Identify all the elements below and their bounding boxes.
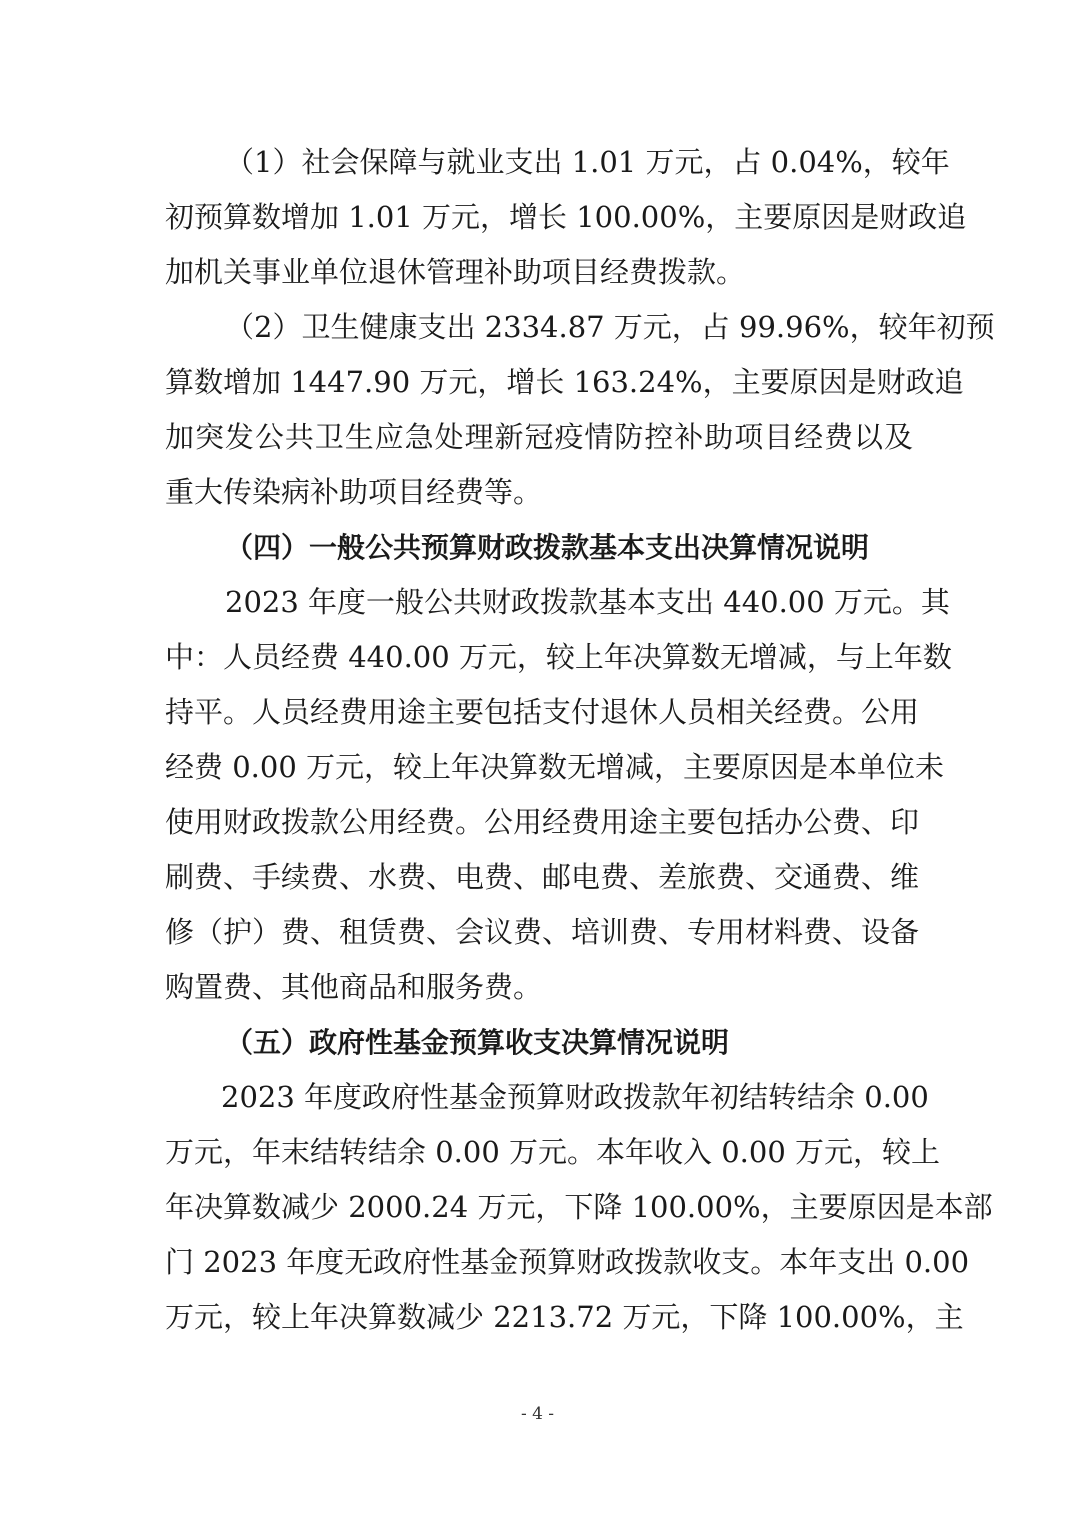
text-line: 使用财政拨款公用经费。公用经费用途主要包括办公费、印 xyxy=(165,805,920,839)
text-line: 经费 0.00 万元，较上年决算数无增减，主要原因是本单位未 xyxy=(165,750,945,784)
paragraph-social-security xyxy=(165,135,967,300)
text-line: 刷费、手续费、水费、电费、邮电费、差旅费、交通费、维 xyxy=(165,860,920,894)
text-line: 持平。人员经费用途主要包括支付退休人员相关经费。公用 xyxy=(165,695,920,729)
text-line: 门 2023 年度无政府性基金预算财政拨款收支。本年支出 0.00 xyxy=(165,1245,970,1279)
paragraph-health xyxy=(165,300,995,520)
text-line: 加突发公共卫生应急处理新冠疫情防控补助项目经费以及 xyxy=(165,420,913,454)
text-line: 万元，年末结转结余 0.00 万元。本年收入 0.00 万元，较上 xyxy=(165,1135,941,1169)
text-line: 2023 年度一般公共财政拨款基本支出 440.00 万元。其 xyxy=(225,585,950,619)
text-line: 年决算数减少 2000.24 万元，下降 100.00%，主要原因是本部 xyxy=(165,1190,993,1224)
page-number: - 4 - xyxy=(520,1404,555,1424)
text-line: 购置费、其他商品和服务费。 xyxy=(165,970,543,1004)
text-line: 加机关事业单位退休管理补助项目经费拨款。 xyxy=(165,255,746,289)
text-line: （2）卫生健康支出 2334.87 万元，占 99.96%，较年初预 xyxy=(225,310,995,344)
text-line: 算数增加 1447.90 万元，增长 163.24%，主要原因是财政追 xyxy=(165,365,964,399)
text-line: 2023 年度政府性基金预算财政拨款年初结转结余 0.00 xyxy=(221,1080,929,1114)
paragraph-government-fund xyxy=(165,1070,993,1345)
text-line: 重大传染病补助项目经费等。 xyxy=(165,475,543,509)
section-heading-basic-expenditure: （四）一般公共预算财政拨款基本支出决算情况说明 xyxy=(225,531,870,564)
paragraph-basic-expenditure xyxy=(165,575,952,1015)
text-line: （1）社会保障与就业支出 1.01 万元，占 0.04%，较年 xyxy=(225,145,950,179)
section-heading-government-fund: （五）政府性基金预算收支决算情况说明 xyxy=(225,1026,730,1059)
text-line: 修（护）费、租赁费、会议费、培训费、专用材料费、设备 xyxy=(165,915,920,949)
text-line: 万元，较上年决算数减少 2213.72 万元，下降 100.00%，主 xyxy=(165,1300,964,1334)
document-page xyxy=(165,135,995,1345)
text-line: 中：人员经费 440.00 万元，较上年决算数无增减，与上年数 xyxy=(165,640,952,674)
text-line: 初预算数增加 1.01 万元，增长 100.00%，主要原因是财政追 xyxy=(165,200,967,234)
